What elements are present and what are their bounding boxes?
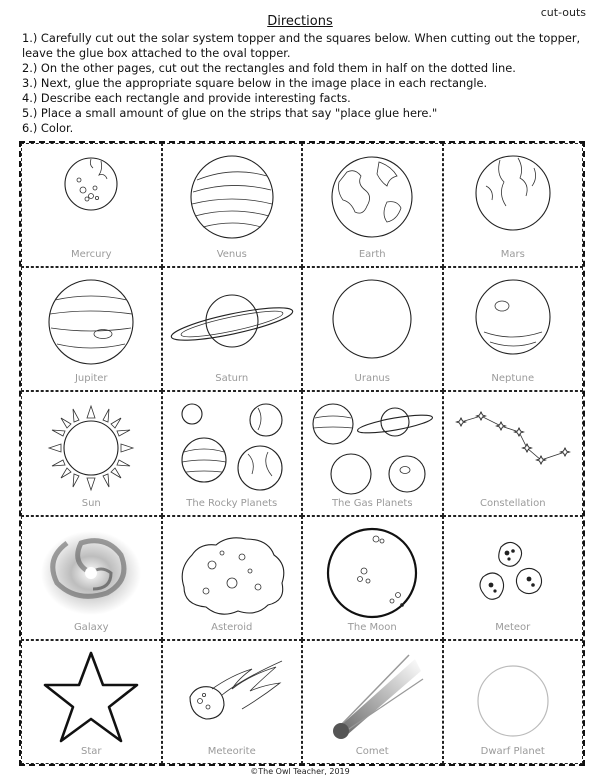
cutout-label: Mercury bbox=[70, 249, 112, 261]
cutout-label: Meteor bbox=[495, 621, 531, 633]
cutout-label: Venus bbox=[216, 249, 247, 261]
cutout-label: Star bbox=[80, 745, 102, 757]
asteroid-icon bbox=[172, 525, 292, 625]
directions-title: Directions bbox=[267, 14, 333, 29]
cutout-card-venus bbox=[162, 143, 303, 267]
cutout-label: Dwarf Planet bbox=[480, 745, 545, 757]
cutout-card-galaxy bbox=[21, 516, 162, 640]
meteor-icon bbox=[465, 525, 561, 621]
cutout-card-neptune bbox=[443, 267, 584, 391]
meteorite-icon bbox=[172, 649, 292, 745]
jupiter-icon bbox=[45, 276, 137, 368]
cutout-label: The Rocky Planets bbox=[186, 497, 278, 509]
cutout-label: Uranus bbox=[354, 373, 390, 385]
cutout-label: Jupiter bbox=[74, 373, 108, 385]
comet-icon bbox=[317, 649, 427, 745]
cutout-card-comet bbox=[302, 640, 443, 764]
venus-icon bbox=[187, 152, 277, 242]
cutout-card-star bbox=[21, 640, 162, 764]
uranus-icon bbox=[329, 276, 415, 362]
cutout-card-earth bbox=[302, 143, 443, 267]
cutout-card-meteorite bbox=[162, 640, 303, 764]
direction-step: 6.) Color. bbox=[22, 121, 74, 135]
cutout-label: Meteorite bbox=[207, 745, 256, 757]
direction-step: 1.) Carefully cut out the solar system topper and the squares below. When cutting out the topper, leave the glue box attached to the oval topper. bbox=[22, 31, 581, 60]
cutout-label: Saturn bbox=[215, 373, 249, 385]
galaxy-icon bbox=[36, 525, 146, 621]
cutout-card-dwarf-planet bbox=[443, 640, 584, 764]
cutout-card-gas-planets bbox=[302, 391, 443, 515]
cutout-card-meteor bbox=[443, 516, 584, 640]
corner-label: cut-outs bbox=[540, 6, 586, 19]
cutout-label: Comet bbox=[355, 745, 389, 757]
neptune-icon bbox=[472, 276, 554, 358]
direction-step: 5.) Place a small amount of glue on the strips that say "place glue here." bbox=[22, 106, 438, 120]
cutout-card-mars bbox=[443, 143, 584, 267]
mars-icon bbox=[472, 152, 554, 234]
sun-icon bbox=[43, 400, 139, 496]
moon-icon bbox=[324, 525, 420, 621]
direction-step: 2.) On the other pages, cut out the rectangles and fold them in half on the dotted line. bbox=[22, 61, 516, 75]
direction-step: 4.) Describe each rectangle and provide interesting facts. bbox=[22, 91, 351, 105]
cutout-card-asteroid bbox=[162, 516, 303, 640]
star-icon bbox=[41, 649, 141, 745]
cutout-label: Earth bbox=[358, 249, 386, 261]
cutout-grid bbox=[19, 141, 585, 766]
directions-list bbox=[22, 31, 582, 136]
cutout-label: Neptune bbox=[491, 373, 535, 385]
cutout-card-moon bbox=[302, 516, 443, 640]
mercury-icon bbox=[61, 152, 121, 212]
saturn-icon bbox=[167, 276, 297, 366]
cutout-label: Sun bbox=[81, 497, 101, 509]
cutout-label: Asteroid bbox=[211, 621, 253, 633]
cutout-card-jupiter bbox=[21, 267, 162, 391]
cutout-card-rocky-planets bbox=[162, 391, 303, 515]
cutout-label: The Gas Planets bbox=[331, 497, 413, 509]
constellation-icon bbox=[453, 400, 573, 480]
cutout-label: Galaxy bbox=[73, 621, 109, 633]
cutout-card-uranus bbox=[302, 267, 443, 391]
cutout-card-mercury bbox=[21, 143, 162, 267]
dwarf-planet-icon bbox=[473, 661, 553, 741]
copyright-footer: ©The Owl Teacher, 2019 bbox=[250, 767, 350, 776]
cutout-label: The Moon bbox=[347, 621, 397, 633]
gas-planets-icon bbox=[307, 400, 437, 498]
cutout-label: Mars bbox=[500, 249, 525, 261]
cutout-card-saturn bbox=[162, 267, 303, 391]
direction-step: 3.) Next, glue the appropriate square below in the image place in each rectangle. bbox=[22, 76, 488, 90]
cutout-label: Constellation bbox=[479, 497, 546, 509]
rocky-planets-icon bbox=[172, 400, 292, 498]
cutout-card-sun bbox=[21, 391, 162, 515]
cutout-card-constellation bbox=[443, 391, 584, 515]
earth-icon bbox=[327, 152, 417, 242]
